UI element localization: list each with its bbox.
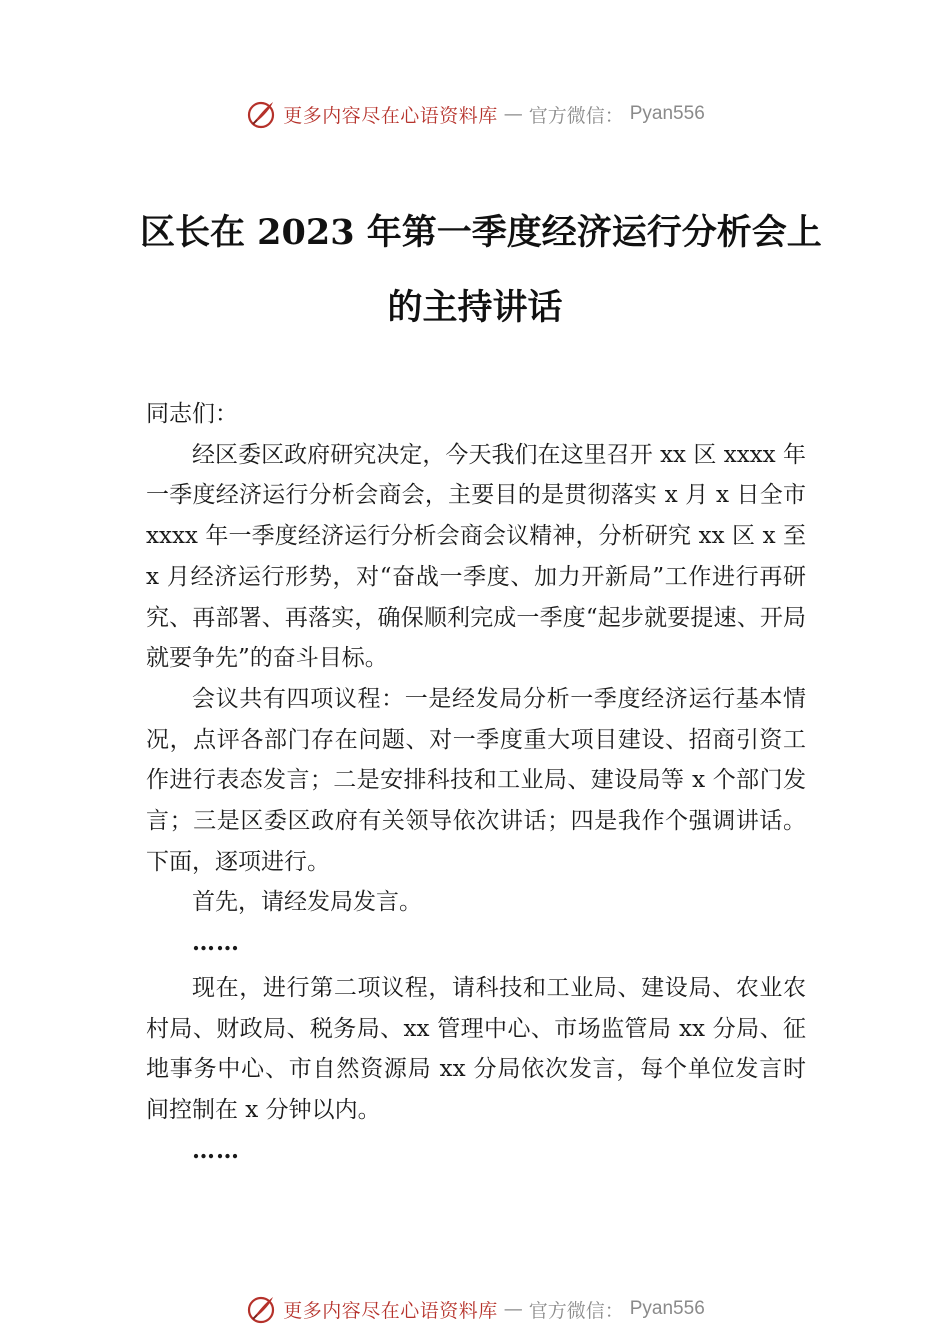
paragraph-second-agenda: 现在，进行第二项议程，请科技和工业局、建设局、农业农村局、财政局、税务局、xx 管理中心、市场监管局 xx 分局、征地事务中心、市自然资源局 xx 分局依次发言，每个单位发言时间控制在 x 分钟以内。 — [146, 974, 806, 1123]
paragraph-first-speaker: 首先，请经发局发言。 — [192, 889, 422, 916]
quill-pen-icon — [245, 1293, 277, 1325]
footer-banner-slogan: 更多内容尽在心语资料库 — [283, 1299, 498, 1322]
header-banner — [0, 94, 950, 134]
footer-banner-wechat-id: Pyan556 — [629, 1298, 705, 1319]
banner-wechat-id: Pyan556 — [629, 103, 705, 124]
footer-banner — [0, 1289, 950, 1329]
footer-banner-dash: — — [503, 1298, 523, 1320]
document-title-line-2: 的主持讲话 — [387, 287, 563, 328]
salutation: 同志们： — [146, 401, 238, 427]
document-body — [146, 394, 806, 1171]
footer-banner-wechat-label: 官方微信： — [528, 1299, 624, 1322]
quill-pen-icon — [245, 98, 277, 130]
document-title-line-1: 区长在 2023 年第一季度经济运行分析会上 — [140, 212, 822, 253]
ellipsis-2: …… — [192, 1136, 240, 1164]
paragraph-intro: 经区委区政府研究决定，今天我们在这里召开 xx 区 xxxx 年一季度经济运行分析会商会，主要目的是贯彻落实 x 月 x 日全市 xxxx 年一季度经济运行分析会商会议精神，分析研究 xx 区 x 至 x 月经济运行形势，对“奋战一季度、加力开新局”工作进行再研究、再部署、再落实，确保顺利完成一季度“起步就要提速、开局就要争先”的奋斗目标。 — [146, 441, 806, 672]
ellipsis-1: …… — [192, 929, 240, 957]
banner-dash: — — [503, 103, 523, 125]
banner-slogan: 更多内容尽在心语资料库 — [283, 104, 498, 127]
paragraph-agenda: 会议共有四项议程：一是经发局分析一季度经济运行基本情况，点评各部门存在问题、对一季度重大项目建设、招商引资工作进行表态发言；二是安排科技和工业局、建设局等 x 个部门发言；三是区委区政府有关领导依次讲话；四是我作个强调讲话。下面，逐项进行。 — [146, 685, 806, 875]
banner-wechat-label: 官方微信： — [528, 104, 624, 127]
